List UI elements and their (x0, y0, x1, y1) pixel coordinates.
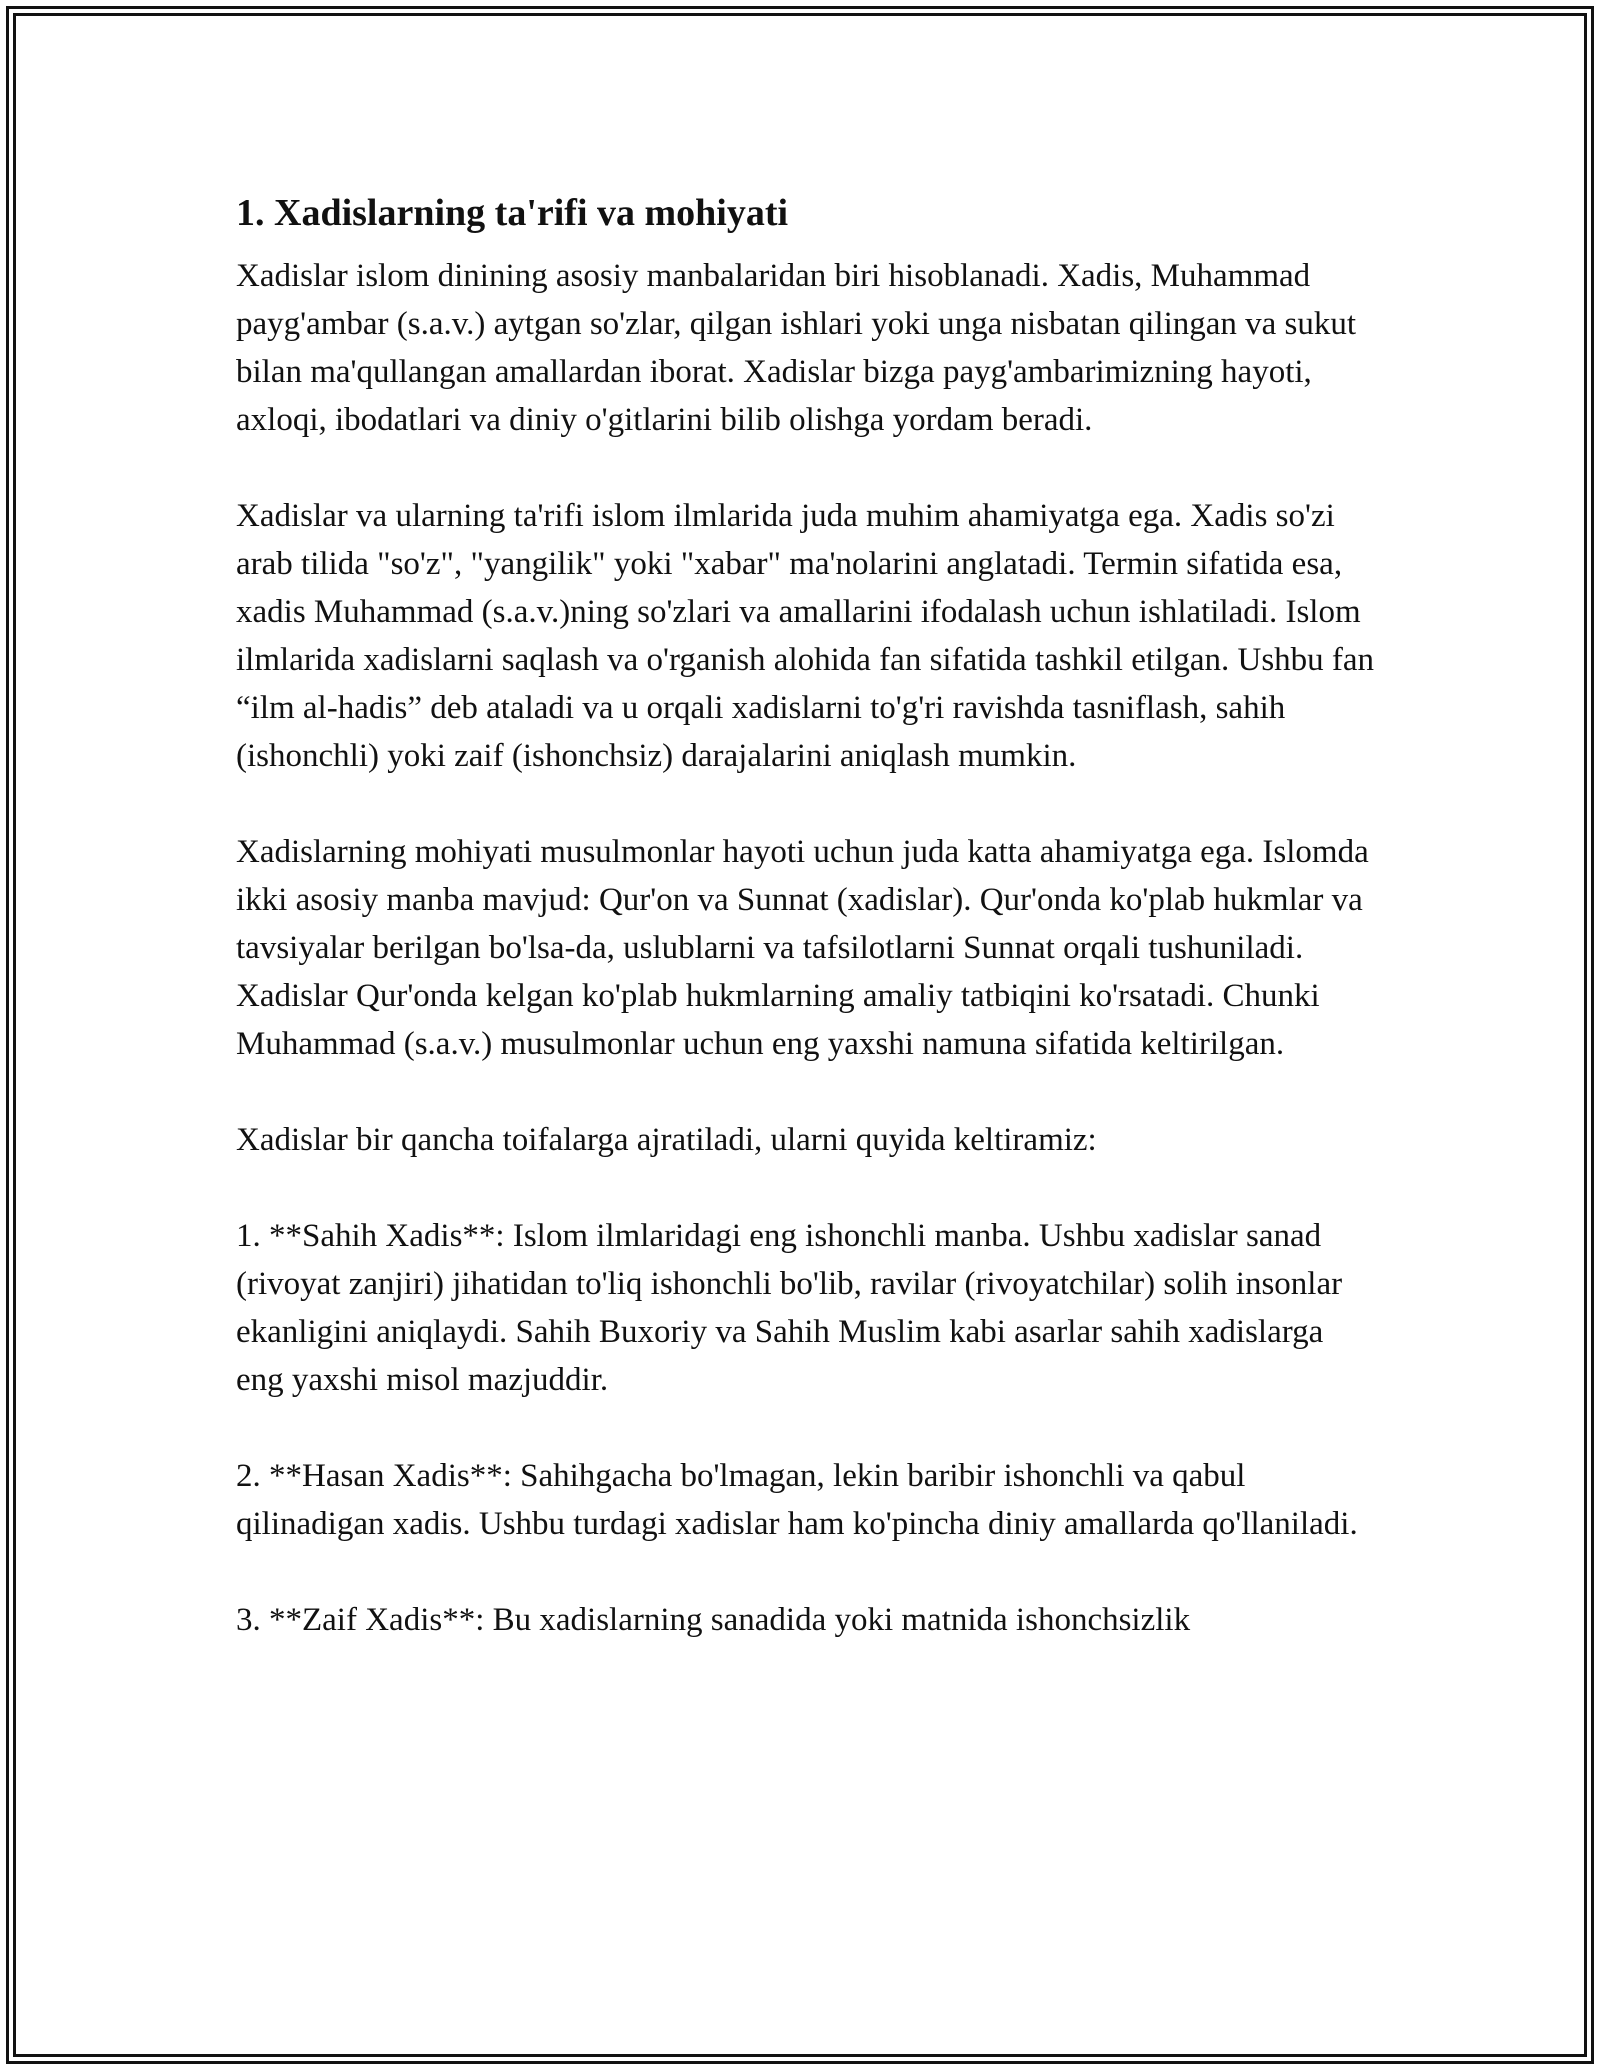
paragraph-significance: Xadislarning mohiyati musulmonlar hayoti uchun juda katta ahamiyatga ega. Islomda ikki asosiy manba mavjud: Qur'on va Sunnat (xadislar). Qur'onda ko'plab hukmlar va tavsiyalar berilgan bo'lsa-da, uslublarni va tafsilotlarni Sunnat orqali tushuniladi. Xadislar Qur'onda kelgan ko'plab hukmlarning amaliy tatbiqini ko'rsatadi. Chunki Muhammad (s.a.v.) musulmonlar uchun eng yaxshi namuna sifatida keltirilgan. (236, 834, 1369, 1062)
paragraph-categories-intro: Xadislar bir qancha toifalarga ajratiladi, ularni quyida keltiramiz: (236, 1122, 1097, 1158)
list-item-sahih: 1. **Sahih Xadis**: Islom ilmlaridagi eng ishonchli manba. Ushbu xadislar sanad (rivoyat zanjiri) jihatidan to'liq ishonchli bo'lib, ravilar (rivoyatchilar) solih insonlar ekanligini aniqlaydi. Sahih Buxoriy va Sahih Muslim kabi asarlar sahih xadislarga eng yaxshi misol mazjuddir. (236, 1218, 1343, 1398)
paragraph-definition: Xadislar islom dinining asosiy manbalaridan biri hisoblanadi. Xadis, Muhammad payg'ambar (s.a.v.) aytgan so'zlar, qilgan ishlari yoki unga nisbatan qilingan va sukut bilan ma'qullangan amallardan iborat. Xadislar bizga payg'ambarimizning hayoti, axloqi, ibodatlari va diniy o'gitlarini bilib olishga yordam beradi. (236, 258, 1357, 438)
list-item-zaif: 3. **Zaif Xadis**: Bu xadislarning sanadida yoki matnida ishonchsizlik (236, 1602, 1191, 1638)
document-body (236, 186, 1376, 1644)
paragraph-terminology: Xadislar va ularning ta'rifi islom ilmlarida juda muhim ahamiyatga ega. Xadis so'zi arab tilida "so'z", "yangilik" yoki "xabar" ma'nolarini anglatadi. Termin sifatida esa, xadis Muhammad (s.a.v.)ning so'zlari va amallarini ifodalash uchun ishlatiladi. Islom ilmlarida xadislarni saqlash va o'rganish alohida fan sifatida tashkil etilgan. Ushbu fan “ilm al-hadis” deb ataladi va u orqali xadislarni to'g'ri ravishda tasniflash, sahih (ishonchli) yoki zaif (ishonchsiz) darajalarini aniqlash mumkin. (236, 498, 1375, 774)
list-item-hasan: 2. **Hasan Xadis**: Sahihgacha bo'lmagan, lekin baribir ishonchli va qabul qilinadigan xadis. Ushbu turdagi xadislar ham ko'pincha diniy amallarda qo'llaniladi. (236, 1458, 1358, 1542)
section-heading: 1. Xadislarning ta'rifi va mohiyati (236, 192, 789, 234)
